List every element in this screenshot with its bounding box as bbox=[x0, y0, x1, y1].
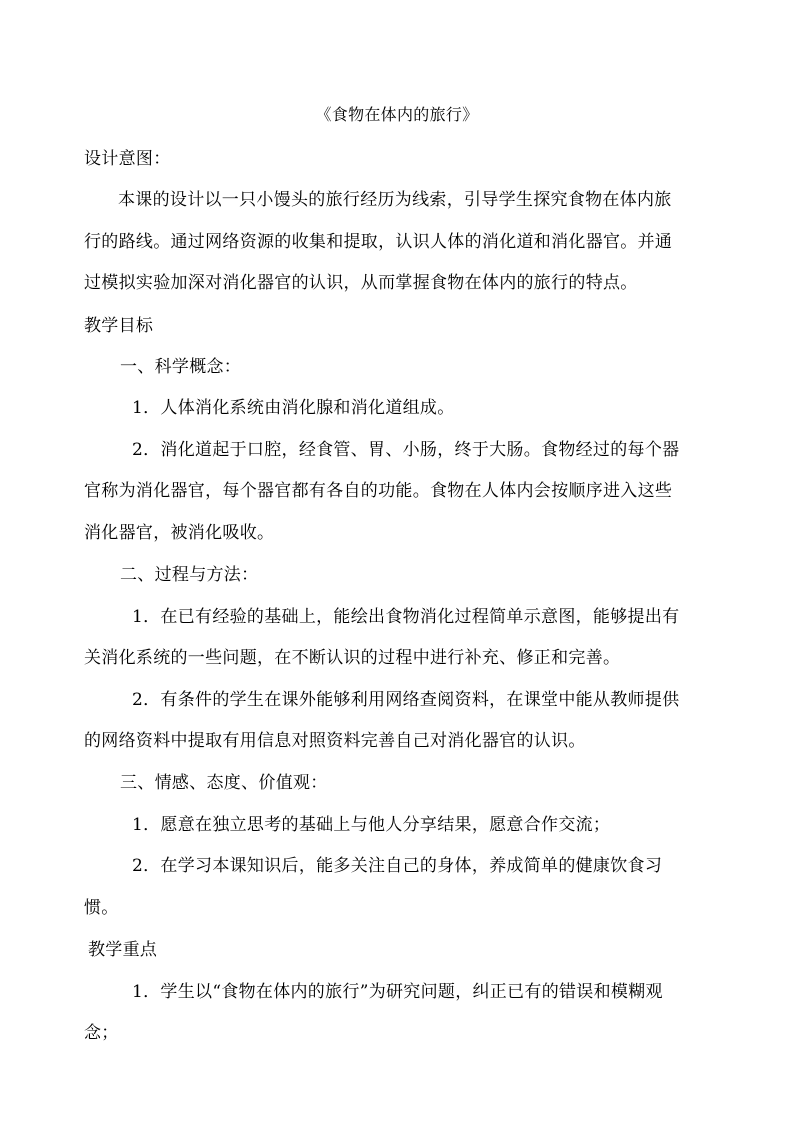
paragraph-line: 消化器官，被消化吸收。 bbox=[84, 523, 275, 543]
list-item: 1．学生以“食物在体内的旅行”为研究问题，纠正已有的错误和模糊观 bbox=[132, 982, 663, 1002]
section-heading-key-points: 教学重点 bbox=[88, 940, 158, 960]
list-item: 1．愿意在独立思考的基础上与他人分享结果，愿意合作交流； bbox=[132, 815, 611, 835]
paragraph-line: 本课的设计以一只小馒头的旅行经历为线索，引导学生探究食物在体内旅 bbox=[118, 190, 672, 210]
section-heading-design-intent: 设计意图： bbox=[84, 149, 171, 169]
subsection-heading-emotions-values: 三、情感、态度、价值观： bbox=[120, 773, 328, 793]
paragraph-line: 行的路线。通过网络资源的收集和提取，认识人体的消化道和消化器官。并通 bbox=[84, 232, 673, 252]
paragraph-line: 惯。 bbox=[84, 898, 119, 918]
list-item: 1．在已有经验的基础上，能绘出食物消化过程简单示意图，能够提出有 bbox=[132, 607, 680, 627]
subsection-heading-process-methods: 二、过程与方法： bbox=[120, 565, 259, 585]
list-item: 2．有条件的学生在课外能够利用网络查阅资料，在课堂中能从教师提供 bbox=[132, 690, 680, 710]
section-heading-teaching-goals: 教学目标 bbox=[84, 316, 154, 336]
list-item: 1．人体消化系统由消化腺和消化道组成。 bbox=[132, 398, 455, 418]
paragraph-line: 官称为消化器官，每个器官都有各自的功能。食物在人体内会按顺序进入这些 bbox=[84, 481, 673, 501]
subsection-heading-science-concepts: 一、科学概念： bbox=[120, 357, 242, 377]
paragraph-line: 过模拟实验加深对消化器官的认识，从而掌握食物在体内的旅行的特点。 bbox=[84, 273, 638, 293]
paragraph-line: 念； bbox=[84, 1023, 119, 1043]
list-item: 2．消化道起于口腔，经食管、胃、小肠，终于大肠。食物经过的每个器 bbox=[132, 440, 680, 460]
document-title: 《食物在体内的旅行》 bbox=[315, 105, 479, 124]
paragraph-line: 的网络资料中提取有用信息对照资料完善自己对消化器官的认识。 bbox=[84, 731, 586, 751]
paragraph-line: 关消化系统的一些问题，在不断认识的过程中进行补充、修正和完善。 bbox=[84, 648, 621, 668]
list-item: 2．在学习本课知识后，能多关注自己的身体，养成简单的健康饮食习 bbox=[132, 856, 663, 876]
